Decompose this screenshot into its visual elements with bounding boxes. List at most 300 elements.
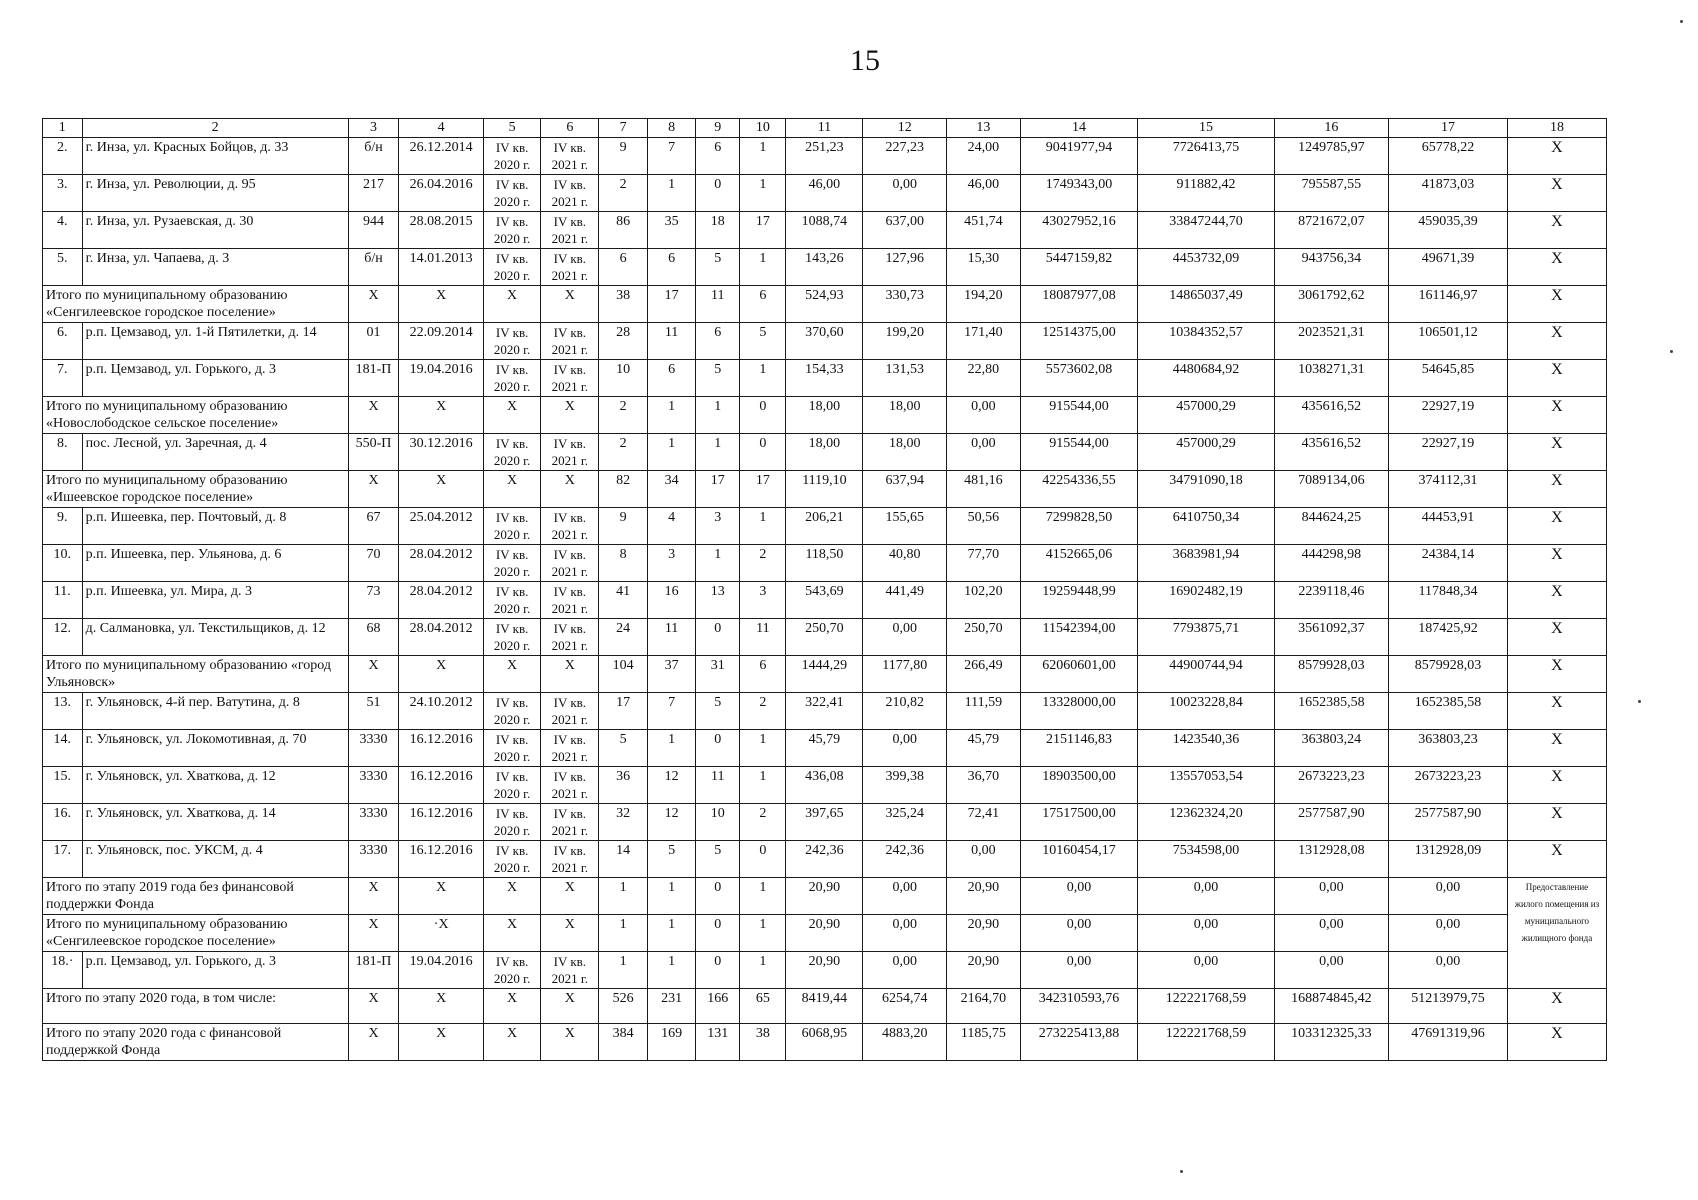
- quarter-label: IV кв.: [553, 140, 587, 155]
- planned-demolition-date: [541, 545, 599, 582]
- document-date: 26.04.2016: [399, 175, 484, 212]
- document-number: 181-П: [348, 952, 399, 989]
- table-row: [43, 693, 1607, 730]
- subtotal-label: Итого по этапу 2020 года, в том числе:: [43, 989, 349, 1024]
- value-c13: 50,56: [947, 508, 1021, 545]
- x-mark: Х: [399, 878, 484, 915]
- value-c12: 18,00: [863, 397, 947, 434]
- column-number: 4: [399, 119, 484, 138]
- document-date: 24.10.2012: [399, 693, 484, 730]
- quarter-label: IV кв.: [495, 140, 529, 155]
- value-c15: 6410750,34: [1138, 508, 1274, 545]
- subtotal-row: [43, 286, 1607, 323]
- x-mark: Х: [484, 989, 541, 1024]
- value-c7: 8: [599, 545, 647, 582]
- value-c9: 5: [696, 360, 740, 397]
- planned-demolition-date: [541, 360, 599, 397]
- value-c7: 2: [599, 434, 647, 471]
- planned-demolition-date: [541, 582, 599, 619]
- x-mark: Х: [399, 989, 484, 1024]
- year-label: 2020 г.: [493, 712, 531, 727]
- subtotal-label: Итого по муниципальному образованию «Новослободское сельское поселение»: [43, 397, 349, 434]
- value-c14: 17517500,00: [1020, 804, 1138, 841]
- address-cell: г. Инза, ул. Чапаева, д. 3: [82, 249, 348, 286]
- value-c11: 370,60: [786, 323, 863, 360]
- address-cell: р.п. Ишеевка, пер. Почтовый, д. 8: [82, 508, 348, 545]
- value-c14: 43027952,16: [1020, 212, 1138, 249]
- value-c8: 12: [647, 804, 695, 841]
- value-c17: 65778,22: [1389, 138, 1508, 175]
- address-cell: г. Инза, ул. Революции, д. 95: [82, 175, 348, 212]
- x-mark: Х: [1507, 138, 1606, 175]
- planned-resettlement-date: [484, 952, 541, 989]
- value-c13: 102,20: [947, 582, 1021, 619]
- value-c15: 457000,29: [1138, 397, 1274, 434]
- column-number: 5: [484, 119, 541, 138]
- row-number: 5.: [43, 249, 83, 286]
- address-cell: г. Ульяновск, ул. Локомотивная, д. 70: [82, 730, 348, 767]
- planned-demolition-date: [541, 693, 599, 730]
- value-c7: 82: [599, 471, 647, 508]
- table-row: [43, 767, 1607, 804]
- value-c8: 12: [647, 767, 695, 804]
- x-mark: Х: [1507, 989, 1606, 1024]
- value-c17: 0,00: [1389, 878, 1508, 915]
- value-c8: 5: [647, 841, 695, 878]
- value-c10: 65: [740, 989, 786, 1024]
- row-number: 2.: [43, 138, 83, 175]
- value-c10: 11: [740, 619, 786, 656]
- document-date: 19.04.2016: [399, 360, 484, 397]
- year-label: 2021 г.: [551, 564, 589, 579]
- value-c12: 1177,80: [863, 656, 947, 693]
- row-number: 15.: [43, 767, 83, 804]
- value-c13: 0,00: [947, 397, 1021, 434]
- value-c8: 1: [647, 915, 695, 952]
- table-row: [43, 360, 1607, 397]
- value-c11: 18,00: [786, 434, 863, 471]
- quarter-label: IV кв.: [495, 362, 529, 377]
- value-c9: 0: [696, 915, 740, 952]
- value-c14: 19259448,99: [1020, 582, 1138, 619]
- row-number: 8.: [43, 434, 83, 471]
- quarter-label: IV кв.: [495, 547, 529, 562]
- value-c16: 444298,98: [1274, 545, 1388, 582]
- planned-demolition-date: [541, 619, 599, 656]
- value-c11: 524,93: [786, 286, 863, 323]
- year-label: 2021 г.: [551, 342, 589, 357]
- planned-resettlement-date: [484, 508, 541, 545]
- value-c7: 2: [599, 397, 647, 434]
- address-cell: р.п. Цемзавод, ул. Горького, д. 3: [82, 360, 348, 397]
- address-cell: пос. Лесной, ул. Заречная, д. 4: [82, 434, 348, 471]
- value-c15: 44900744,94: [1138, 656, 1274, 693]
- column-number: 11: [786, 119, 863, 138]
- value-c16: 2239118,46: [1274, 582, 1388, 619]
- value-c16: 0,00: [1274, 952, 1388, 989]
- value-c9: 3: [696, 508, 740, 545]
- document-date: 16.12.2016: [399, 804, 484, 841]
- value-c12: 0,00: [863, 175, 947, 212]
- value-c14: 13328000,00: [1020, 693, 1138, 730]
- value-c14: 12514375,00: [1020, 323, 1138, 360]
- value-c13: 15,30: [947, 249, 1021, 286]
- subtotal-label: Итого по муниципальному образованию «Сенгилеевское городское поселение»: [43, 915, 349, 952]
- value-c15: 33847244,70: [1138, 212, 1274, 249]
- value-c10: 5: [740, 323, 786, 360]
- value-c14: 7299828,50: [1020, 508, 1138, 545]
- value-c10: 2: [740, 804, 786, 841]
- value-c16: 8721672,07: [1274, 212, 1388, 249]
- x-mark: Х: [541, 471, 599, 508]
- quarter-label: IV кв.: [553, 843, 587, 858]
- x-mark: ·Х: [399, 915, 484, 952]
- value-c7: 24: [599, 619, 647, 656]
- value-c16: 844624,25: [1274, 508, 1388, 545]
- column-number: 15: [1138, 119, 1274, 138]
- planned-resettlement-date: [484, 582, 541, 619]
- value-c8: 169: [647, 1024, 695, 1061]
- value-c16: 2673223,23: [1274, 767, 1388, 804]
- value-c15: 4453732,09: [1138, 249, 1274, 286]
- quarter-label: IV кв.: [553, 251, 587, 266]
- value-c9: 6: [696, 323, 740, 360]
- value-c9: 18: [696, 212, 740, 249]
- x-mark: Х: [399, 1024, 484, 1061]
- planned-resettlement-date: [484, 767, 541, 804]
- document-date: 16.12.2016: [399, 730, 484, 767]
- value-c12: 127,96: [863, 249, 947, 286]
- value-c15: 122221768,59: [1138, 1024, 1274, 1061]
- value-c10: 0: [740, 841, 786, 878]
- value-c10: 17: [740, 471, 786, 508]
- x-mark: Х: [399, 286, 484, 323]
- value-c15: 34791090,18: [1138, 471, 1274, 508]
- value-c9: 0: [696, 878, 740, 915]
- quarter-label: IV кв.: [553, 695, 587, 710]
- quarter-label: IV кв.: [495, 843, 529, 858]
- value-c15: 0,00: [1138, 952, 1274, 989]
- row-number: 17.: [43, 841, 83, 878]
- subtotal-label: Итого по этапу 2019 года без финансовой поддержки Фонда: [43, 878, 349, 915]
- value-c16: 1652385,58: [1274, 693, 1388, 730]
- document-number: 217: [348, 175, 399, 212]
- x-mark: Х: [1507, 286, 1606, 323]
- value-c13: 20,90: [947, 952, 1021, 989]
- x-mark: Х: [1507, 767, 1606, 804]
- year-label: 2021 г.: [551, 268, 589, 283]
- address-cell: д. Салмановка, ул. Текстильщиков, д. 12: [82, 619, 348, 656]
- planned-resettlement-date: [484, 212, 541, 249]
- value-c15: 10384352,57: [1138, 323, 1274, 360]
- value-c17: 0,00: [1389, 952, 1508, 989]
- quarter-label: IV кв.: [495, 695, 529, 710]
- address-cell: р.п. Ишеевка, ул. Мира, д. 3: [82, 582, 348, 619]
- document-date: 28.04.2012: [399, 545, 484, 582]
- planned-demolition-date: [541, 138, 599, 175]
- value-c8: 6: [647, 249, 695, 286]
- table-row: [43, 804, 1607, 841]
- x-mark: Х: [1507, 693, 1606, 730]
- value-c13: 2164,70: [947, 989, 1021, 1024]
- value-c14: 342310593,76: [1020, 989, 1138, 1024]
- table-row: [43, 508, 1607, 545]
- value-c12: 227,23: [863, 138, 947, 175]
- value-c14: 0,00: [1020, 878, 1138, 915]
- value-c12: 0,00: [863, 878, 947, 915]
- planned-demolition-date: [541, 841, 599, 878]
- document-number: 70: [348, 545, 399, 582]
- address-cell: р.п. Цемзавод, ул. Горького, д. 3: [82, 952, 348, 989]
- scan-speck: [1180, 1170, 1183, 1173]
- x-mark: Х: [1507, 249, 1606, 286]
- planned-resettlement-date: [484, 730, 541, 767]
- value-c16: 1312928,08: [1274, 841, 1388, 878]
- value-c10: 1: [740, 508, 786, 545]
- document-date: 28.04.2012: [399, 582, 484, 619]
- value-c12: 330,73: [863, 286, 947, 323]
- year-label: 2020 г.: [493, 638, 531, 653]
- value-c14: 273225413,88: [1020, 1024, 1138, 1061]
- x-mark: Х: [348, 286, 399, 323]
- value-c7: 9: [599, 508, 647, 545]
- subtotal-row: [43, 989, 1607, 1024]
- year-label: 2021 г.: [551, 231, 589, 246]
- quarter-label: IV кв.: [495, 732, 529, 747]
- table-row: [43, 249, 1607, 286]
- value-c7: 384: [599, 1024, 647, 1061]
- year-label: 2020 г.: [493, 231, 531, 246]
- value-c13: 36,70: [947, 767, 1021, 804]
- x-mark: Х: [1507, 471, 1606, 508]
- planned-resettlement-date: [484, 175, 541, 212]
- x-mark: Х: [1507, 360, 1606, 397]
- x-mark: Х: [541, 656, 599, 693]
- resettlement-table: [42, 118, 1607, 1061]
- year-label: 2020 г.: [493, 379, 531, 394]
- value-c13: 24,00: [947, 138, 1021, 175]
- value-c12: 325,24: [863, 804, 947, 841]
- value-c17: 41873,03: [1389, 175, 1508, 212]
- quarter-label: IV кв.: [553, 584, 587, 599]
- value-c8: 1: [647, 878, 695, 915]
- value-c13: 46,00: [947, 175, 1021, 212]
- value-c16: 1249785,97: [1274, 138, 1388, 175]
- value-c12: 155,65: [863, 508, 947, 545]
- x-mark: Х: [484, 471, 541, 508]
- year-label: 2021 г.: [551, 157, 589, 172]
- value-c12: 0,00: [863, 915, 947, 952]
- value-c13: 171,40: [947, 323, 1021, 360]
- year-label: 2020 г.: [493, 564, 531, 579]
- value-c9: 1: [696, 434, 740, 471]
- value-c16: 7089134,06: [1274, 471, 1388, 508]
- value-c9: 0: [696, 952, 740, 989]
- page-number: 15: [850, 44, 880, 77]
- x-mark: Х: [348, 989, 399, 1024]
- value-c15: 4480684,92: [1138, 360, 1274, 397]
- value-c13: 0,00: [947, 841, 1021, 878]
- value-c11: 1444,29: [786, 656, 863, 693]
- value-c16: 2577587,90: [1274, 804, 1388, 841]
- subtotal-row: [43, 915, 1607, 952]
- value-c12: 40,80: [863, 545, 947, 582]
- value-c17: 459035,39: [1389, 212, 1508, 249]
- x-mark: Х: [348, 471, 399, 508]
- value-c13: 111,59: [947, 693, 1021, 730]
- value-c16: 0,00: [1274, 915, 1388, 952]
- planned-resettlement-date: [484, 360, 541, 397]
- value-c9: 17: [696, 471, 740, 508]
- value-c16: 2023521,31: [1274, 323, 1388, 360]
- year-label: 2021 г.: [551, 453, 589, 468]
- value-c8: 231: [647, 989, 695, 1024]
- document-number: 73: [348, 582, 399, 619]
- value-c8: 1: [647, 952, 695, 989]
- planned-demolition-date: [541, 804, 599, 841]
- x-mark: Х: [484, 915, 541, 952]
- x-mark: Х: [399, 471, 484, 508]
- column-number: 18: [1507, 119, 1606, 138]
- document-date: 14.01.2013: [399, 249, 484, 286]
- value-c13: 0,00: [947, 434, 1021, 471]
- value-c7: 1: [599, 952, 647, 989]
- address-cell: г. Ульяновск, 4-й пер. Ватутина, д. 8: [82, 693, 348, 730]
- x-mark: Х: [541, 915, 599, 952]
- value-c15: 7534598,00: [1138, 841, 1274, 878]
- x-mark: Х: [1507, 730, 1606, 767]
- x-mark: Х: [541, 286, 599, 323]
- subtotal-row: [43, 471, 1607, 508]
- quarter-label: IV кв.: [553, 177, 587, 192]
- year-label: 2021 г.: [551, 712, 589, 727]
- value-c7: 6: [599, 249, 647, 286]
- row-number: 3.: [43, 175, 83, 212]
- quarter-label: IV кв.: [553, 362, 587, 377]
- value-c9: 5: [696, 693, 740, 730]
- year-label: 2020 г.: [493, 342, 531, 357]
- value-c17: 22927,19: [1389, 434, 1508, 471]
- value-c12: 637,00: [863, 212, 947, 249]
- x-mark: Х: [1507, 804, 1606, 841]
- x-mark: Х: [1507, 397, 1606, 434]
- year-label: 2021 г.: [551, 194, 589, 209]
- quarter-label: IV кв.: [495, 769, 529, 784]
- planned-demolition-date: [541, 767, 599, 804]
- value-c16: 103312325,33: [1274, 1024, 1388, 1061]
- value-c8: 1: [647, 434, 695, 471]
- value-c17: 2673223,23: [1389, 767, 1508, 804]
- year-label: 2020 г.: [493, 527, 531, 542]
- year-label: 2020 г.: [493, 194, 531, 209]
- document-date: 22.09.2014: [399, 323, 484, 360]
- value-c11: 322,41: [786, 693, 863, 730]
- year-label: 2020 г.: [493, 601, 531, 616]
- value-c13: 72,41: [947, 804, 1021, 841]
- document-number: 3330: [348, 730, 399, 767]
- value-c11: 8419,44: [786, 989, 863, 1024]
- value-c8: 37: [647, 656, 695, 693]
- row-number: 6.: [43, 323, 83, 360]
- quarter-label: IV кв.: [553, 547, 587, 562]
- year-label: 2020 г.: [493, 268, 531, 283]
- value-c13: 451,74: [947, 212, 1021, 249]
- value-c12: 0,00: [863, 619, 947, 656]
- document-number: 68: [348, 619, 399, 656]
- planned-resettlement-date: [484, 693, 541, 730]
- value-c16: 795587,55: [1274, 175, 1388, 212]
- quarter-label: IV кв.: [495, 954, 529, 969]
- value-c14: 0,00: [1020, 952, 1138, 989]
- value-c9: 31: [696, 656, 740, 693]
- table-row: [43, 582, 1607, 619]
- value-c13: 77,70: [947, 545, 1021, 582]
- year-label: 2020 г.: [493, 749, 531, 764]
- value-c16: 363803,24: [1274, 730, 1388, 767]
- value-c17: 22927,19: [1389, 397, 1508, 434]
- subtotal-row: [43, 656, 1607, 693]
- x-mark: Х: [348, 1024, 399, 1061]
- value-c7: 38: [599, 286, 647, 323]
- value-c17: 51213979,75: [1389, 989, 1508, 1024]
- quarter-label: IV кв.: [495, 325, 529, 340]
- value-c7: 1: [599, 878, 647, 915]
- planned-resettlement-date: [484, 804, 541, 841]
- value-c12: 399,38: [863, 767, 947, 804]
- value-c17: 117848,34: [1389, 582, 1508, 619]
- quarter-label: IV кв.: [553, 806, 587, 821]
- x-mark: Х: [348, 878, 399, 915]
- quarter-label: IV кв.: [553, 436, 587, 451]
- column-number: 17: [1389, 119, 1508, 138]
- year-label: 2021 г.: [551, 786, 589, 801]
- value-c16: 1038271,31: [1274, 360, 1388, 397]
- x-mark: Х: [1507, 545, 1606, 582]
- value-c11: 206,21: [786, 508, 863, 545]
- planned-demolition-date: [541, 508, 599, 545]
- value-c14: 0,00: [1020, 915, 1138, 952]
- value-c14: 5447159,82: [1020, 249, 1138, 286]
- value-c17: 1312928,09: [1389, 841, 1508, 878]
- value-c8: 11: [647, 323, 695, 360]
- value-c13: 20,90: [947, 915, 1021, 952]
- x-mark: Х: [484, 878, 541, 915]
- value-c9: 10: [696, 804, 740, 841]
- value-c11: 20,90: [786, 878, 863, 915]
- value-c8: 11: [647, 619, 695, 656]
- resettlement-method-note: Предоставление жилого помещения из муниципального жилищного фонда: [1507, 878, 1606, 989]
- value-c12: 4883,20: [863, 1024, 947, 1061]
- value-c10: 1: [740, 878, 786, 915]
- value-c10: 2: [740, 693, 786, 730]
- value-c17: 44453,91: [1389, 508, 1508, 545]
- value-c8: 6: [647, 360, 695, 397]
- subtotal-label: Итого по этапу 2020 года с финансовой поддержкой Фонда: [43, 1024, 349, 1061]
- table-row: [43, 434, 1607, 471]
- value-c8: 1: [647, 175, 695, 212]
- value-c15: 1423540,36: [1138, 730, 1274, 767]
- year-label: 2021 г.: [551, 860, 589, 875]
- value-c7: 5: [599, 730, 647, 767]
- value-c16: 8579928,03: [1274, 656, 1388, 693]
- quarter-label: IV кв.: [553, 510, 587, 525]
- x-mark: Х: [541, 989, 599, 1024]
- value-c8: 7: [647, 693, 695, 730]
- planned-demolition-date: [541, 952, 599, 989]
- planned-resettlement-date: [484, 619, 541, 656]
- year-label: 2021 г.: [551, 749, 589, 764]
- value-c11: 20,90: [786, 915, 863, 952]
